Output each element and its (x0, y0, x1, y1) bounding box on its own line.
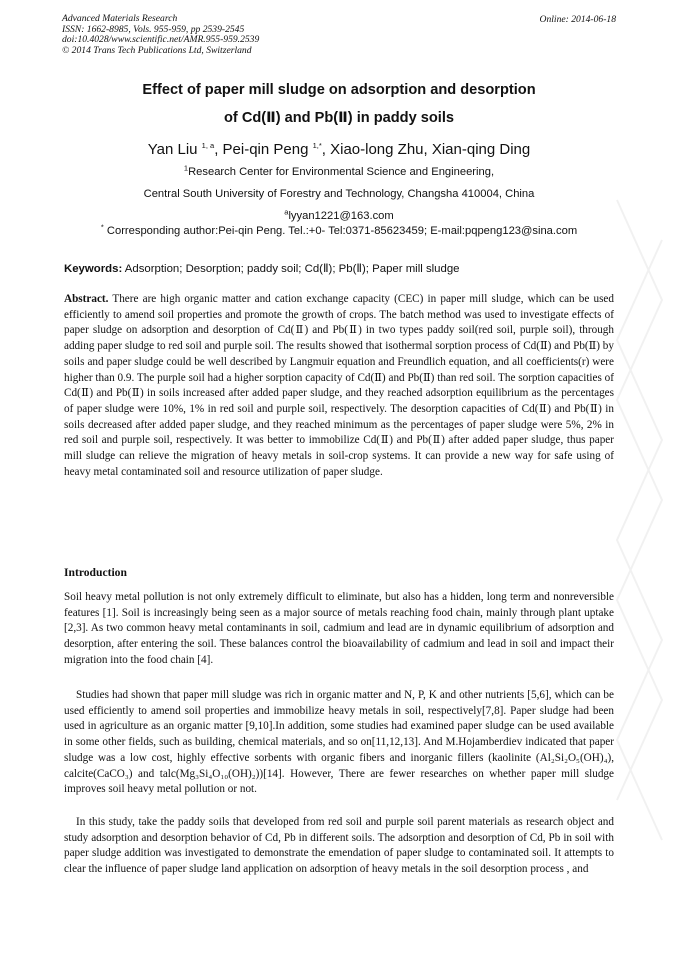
abstract-label: Abstract. (64, 293, 109, 305)
corresponding-author (40, 222, 638, 237)
intro-p2-end: ))[14]. However, There are fewer researches on whether paper mill sludge improves soil heavy metal pollution or not. (64, 767, 614, 796)
intro-paragraph-1: Soil heavy metal pollution is not only extremely difficult to eliminate, but also has a hidden, long term and nonreversible features [1]. Soil is increasingly being seen as a major source of metals reaching food chain, mainly through plant uptake [2,3]. As two common heavy metal contaminants in soil, cadmium and lead are in dynamic equilibrium of adsorption and desorption, after entering the soil. These balances control the bioavailability of cadmium and lead in soil and impact their migration into the food chain [4]. (64, 591, 614, 666)
issn-line: ISSN: 1662-8985, Vols. 955-959, pp 2539-2545 (62, 23, 245, 35)
affiliation-line2: Central South University of Forestry and Technology, Changsha 410004, China (143, 188, 535, 200)
paper-title-line1: Effect of paper mill sludge on adsorption and desorption (142, 82, 536, 98)
abstract (64, 292, 614, 480)
intro-p2-mid: ), calcite( (64, 751, 614, 780)
author-2: , Pei-qin Peng (214, 141, 309, 158)
doi-line: doi:10.4028/www.scientific.net/AMR.955-959.2539 (62, 34, 260, 46)
journal-header (62, 14, 259, 56)
intro-paragraph-3: In this study, take the paddy soils that developed from red soil and purple soil parent materials as research object and study adsorption and desorption behavior of Cd, Pb in different soils. The adsorption and desorption of Cd, Pb in soil with paper sludge addition was investigated to demonstrate the emendation of paper sludge to contaminated soil. It attempts to clear the influence of paper sludge land application on adsorption of heavy metals in the soil desorption process , and (64, 816, 614, 876)
affiliation-text1: Research Center for Environmental Science and Engineering, (188, 166, 495, 178)
intro-p2-mid2: ) and talc( (128, 767, 180, 780)
kaolinite-formula: Al₂Si₂O₅(OH)₄ (539, 751, 608, 764)
talc-formula: Mg₃Si₄O₁₀(OH)₂ (179, 767, 256, 780)
author-1: Yan Liu (147, 141, 198, 158)
online-date: Online: 2014-06-18 (539, 14, 616, 25)
author-1-sup: 1, a (201, 141, 215, 150)
keywords-text: Adsorption; Desorption; paddy soil; Cd(Ⅱ); Pb(Ⅱ); Paper mill sludge (124, 263, 460, 275)
abstract-text: There are high organic matter and cation exchange capacity (CEC) in paper mill sludge, which can be used efficiently to amend soil properties and promote the growth of crops. The batch method was used to investigate effects of paper sludge on adsorption and desorption of Cd(Ⅱ) and Pb(Ⅱ) in two types paddy soil(red soil, purple soil), through adding paper sludge to red soil and purple soil. The results showed that isothermal sorption process of Cd(Ⅱ) and Pb(Ⅱ) by soils and paper sludge could be well described by Langmuir equation and Freundlich equation, and all coefficients(r) were higher than 0.9. The purple soil had a higher sorption capacity of Cd(Ⅱ) and Pb(Ⅱ) than red soil. The sorption capacities of Cd(Ⅱ) and Pb(Ⅱ) in soils increased after added paper sludge, and they reached adsorption equilibrium as the percentages of paper sludge were 10%, 1% in red soil and purple soil, respectively. The desorption capacities of Cd(Ⅱ) and Pb(Ⅱ) in soils decreased after added paper sludge, and they reached minimum as the percentages of paper sludge were 5%, 2% in red soil and purple soil, respectively. It was better to immobilize Cd(Ⅱ) and Pb(Ⅱ) after added paper sludge, thus paper mill sludge can relieve the migration of heavy metals in soil-crop systems. It can provide a new way for safe using of heavy metal contaminated soil and resource utilization of paper sludge. (64, 293, 614, 478)
intro-p2-text: Studies had shown that paper mill sludge was rich in organic matter and N, P, K and other nutrients [5,6], which can be used efficiently to amend soil properties and immobilize heavy metals in soil, respectively[7,8]. Paper sludge had been used in agriculture as an organic matter [9,10].In addition, some studies had examined paper sludge can be used available in some other fields, such as building, chemical materials, and so on[11,12,13]. And M.Hojamberdiev indicated that paper sludge was a low cost, highly effective sorbents with organic fibers and inorganic fillers (kaolinite ( (64, 689, 614, 764)
paper-title-line2: of Cd(Ⅱ) and Pb(Ⅱ) in paddy soils (223, 110, 454, 126)
intro-paragraph-2 (64, 688, 614, 798)
calcite-formula: CaCO₃ (96, 767, 129, 780)
corr-sup: * (100, 222, 104, 232)
keywords (64, 261, 460, 275)
affiliation-line1 (40, 163, 638, 178)
email-sup: a (284, 207, 289, 217)
introduction-heading: Introduction (64, 566, 127, 579)
email-link[interactable]: lyyan1221@163.com (288, 210, 394, 222)
author-2-sup: 1,* (312, 141, 322, 150)
copyright-line: © 2014 Trans Tech Publications Ltd, Switzerland (62, 44, 252, 56)
journal-name: Advanced Materials Research (62, 13, 178, 24)
keywords-label: Keywords: (64, 263, 123, 275)
other-authors: , Xiao-long Zhu, Xian-qing Ding (321, 141, 531, 158)
affil-sup: 1 (183, 163, 189, 173)
corresponding-text: Corresponding author:Pei-qin Peng. Tel.:+0- Tel:0371-85623459; E-mail:pqpeng123@sina.com (106, 225, 578, 237)
email-line (40, 207, 638, 222)
author-list (40, 141, 638, 158)
watermark-pattern (612, 180, 670, 860)
